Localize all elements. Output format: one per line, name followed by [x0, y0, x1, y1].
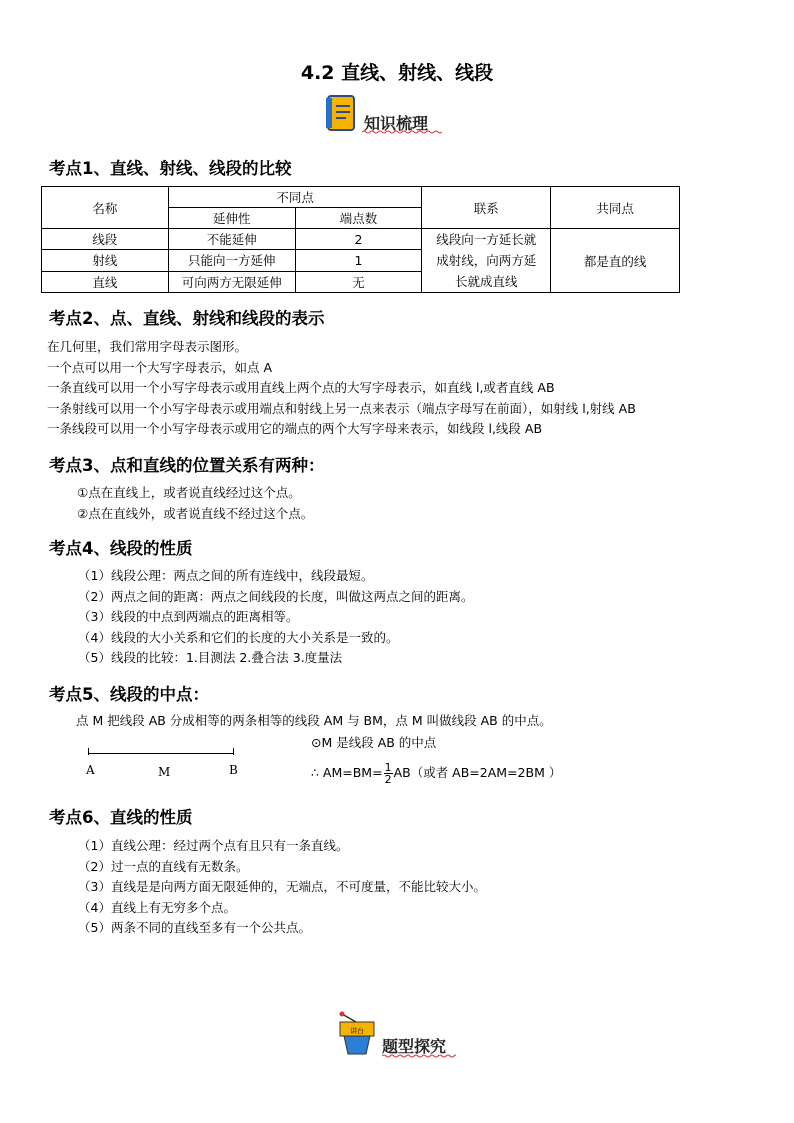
table-header-common: 共同点	[551, 187, 680, 229]
list-item: （1）线段公理：两点之间的所有连线中，线段最短。	[78, 568, 374, 583]
section-heading-4: 考点4、线段的性质	[49, 539, 193, 558]
segment-ab-line	[88, 753, 234, 754]
link-line: 长就成直线	[455, 274, 518, 289]
page-title: 4.2 直线、射线、线段	[300, 62, 494, 84]
link-line: 成射线，向两方延	[436, 253, 537, 268]
cell-name: 射线	[42, 250, 169, 271]
list-item: （5）线段的比较：1.目测法 2.叠合法 3.度量法	[78, 650, 343, 665]
cell-common: 都是直的线	[551, 229, 680, 293]
table-header-diff: 不同点	[168, 187, 422, 208]
cell-extend: 不能延伸	[168, 229, 295, 250]
cell-endpoints: 1	[295, 250, 422, 271]
fraction-denominator: 2	[384, 773, 392, 786]
segment-tick-a	[88, 748, 89, 755]
s5-reason-1: ⊙M 是线段 AB 的中点	[311, 735, 437, 750]
text-line: 一条直线可以用一个小写字母表示或用直线上两个点的大写字母表示，如直线 l,或者直线 AB	[47, 380, 555, 395]
cell-endpoints: 2	[295, 229, 422, 250]
cell-endpoints: 无	[295, 271, 422, 292]
podium-label: 讲台	[350, 1027, 364, 1035]
point-label-m: M	[158, 765, 171, 779]
list-item: （4）直线上有无穷多个点。	[78, 899, 236, 915]
list-item: （3）线段的中点到两端点的距离相等。	[78, 609, 299, 624]
list-item: （2）过一点的直线有无数条。	[78, 858, 249, 874]
section-heading-6: 考点6、直线的性质	[49, 808, 193, 827]
comparison-table	[41, 186, 680, 293]
s4-list	[78, 566, 473, 669]
list-item: （2）两点之间的距离：两点之间线段的长度，叫做这两点之间的距离。	[78, 588, 474, 604]
podium-icon	[336, 1010, 378, 1060]
cell-name: 线段	[42, 229, 169, 250]
questions-banner	[336, 1010, 466, 1060]
table-header-link: 联系	[422, 187, 551, 229]
fraction-numerator: 1	[384, 761, 392, 774]
s6-list	[78, 836, 486, 939]
section-heading-5: 考点5、线段的中点：	[49, 685, 209, 704]
text-line: 一条线段可以用一个小写字母表示或用它的端点的两个大写字母来表示，如线段 l,线段 AB	[47, 421, 543, 436]
list-item: （1）直线公理：经过两个点有且只有一条直线。	[78, 838, 349, 853]
list-item: （4）线段的大小关系和它们的长度的大小关系是一致的。	[78, 629, 399, 645]
knowledge-banner-label: 知识梳理	[364, 114, 429, 133]
table-row	[42, 229, 680, 250]
table-header-endpoints: 端点数	[295, 208, 422, 229]
cell-extend: 只能向一方延伸	[168, 250, 295, 271]
segment-tick-b	[233, 748, 234, 755]
fraction-one-half	[384, 762, 393, 785]
s3-list	[77, 483, 313, 524]
reason-text-b: AB（或者 AB=2AM=2BM ）	[393, 765, 562, 781]
table-header-extend: 延伸性	[168, 208, 295, 229]
point-label-a: A	[86, 763, 95, 777]
list-item: （3）直线是是向两方面无限延伸的，无端点，不可度量，不能比较大小。	[78, 879, 486, 894]
link-line: 线段向一方延长就	[436, 232, 537, 247]
list-item: （5）两条不同的直线至多有一个公共点。	[78, 920, 311, 935]
list-item: ①点在直线上，或者说直线经过这个点。	[77, 485, 301, 500]
wavy-underline	[362, 130, 442, 134]
cell-extend: 可向两方无限延伸	[168, 271, 295, 292]
section-heading-1: 考点1、直线、射线、线段的比较	[49, 159, 292, 178]
knowledge-banner	[322, 94, 452, 134]
text-line: 一个点可以用一个大写字母表示，如点 A	[47, 359, 273, 375]
table-header-name: 名称	[42, 187, 169, 229]
s2-paragraph	[47, 337, 636, 440]
text-line: 在几何里，我们常用字母表示图形。	[47, 339, 248, 354]
point-label-b: B	[229, 763, 238, 777]
book-icon	[324, 94, 358, 134]
s5-reason-2	[311, 762, 561, 785]
questions-banner-label: 题型探究	[382, 1037, 447, 1056]
wavy-underline	[382, 1054, 456, 1058]
section-heading-3: 考点3、点和直线的位置关系有两种：	[49, 456, 325, 475]
reason-text-a: ∴ AM=BM=	[311, 765, 383, 781]
s5-intro: 点 M 把线段 AB 分成相等的两条相等的线段 AM 与 BM，点 M 叫做线段 AB 的中点。	[76, 713, 552, 728]
list-item: ②点在直线外，或者说直线不经过这个点。	[77, 505, 314, 521]
cell-link	[422, 229, 551, 293]
cell-name: 直线	[42, 271, 169, 292]
section-heading-2: 考点2、点、直线、射线和线段的表示	[49, 309, 325, 328]
text-line: 一条射线可以用一个小写字母表示或用端点和射线上另一点来表示（端点字母写在前面），如射线 l,射线 AB	[47, 400, 636, 416]
